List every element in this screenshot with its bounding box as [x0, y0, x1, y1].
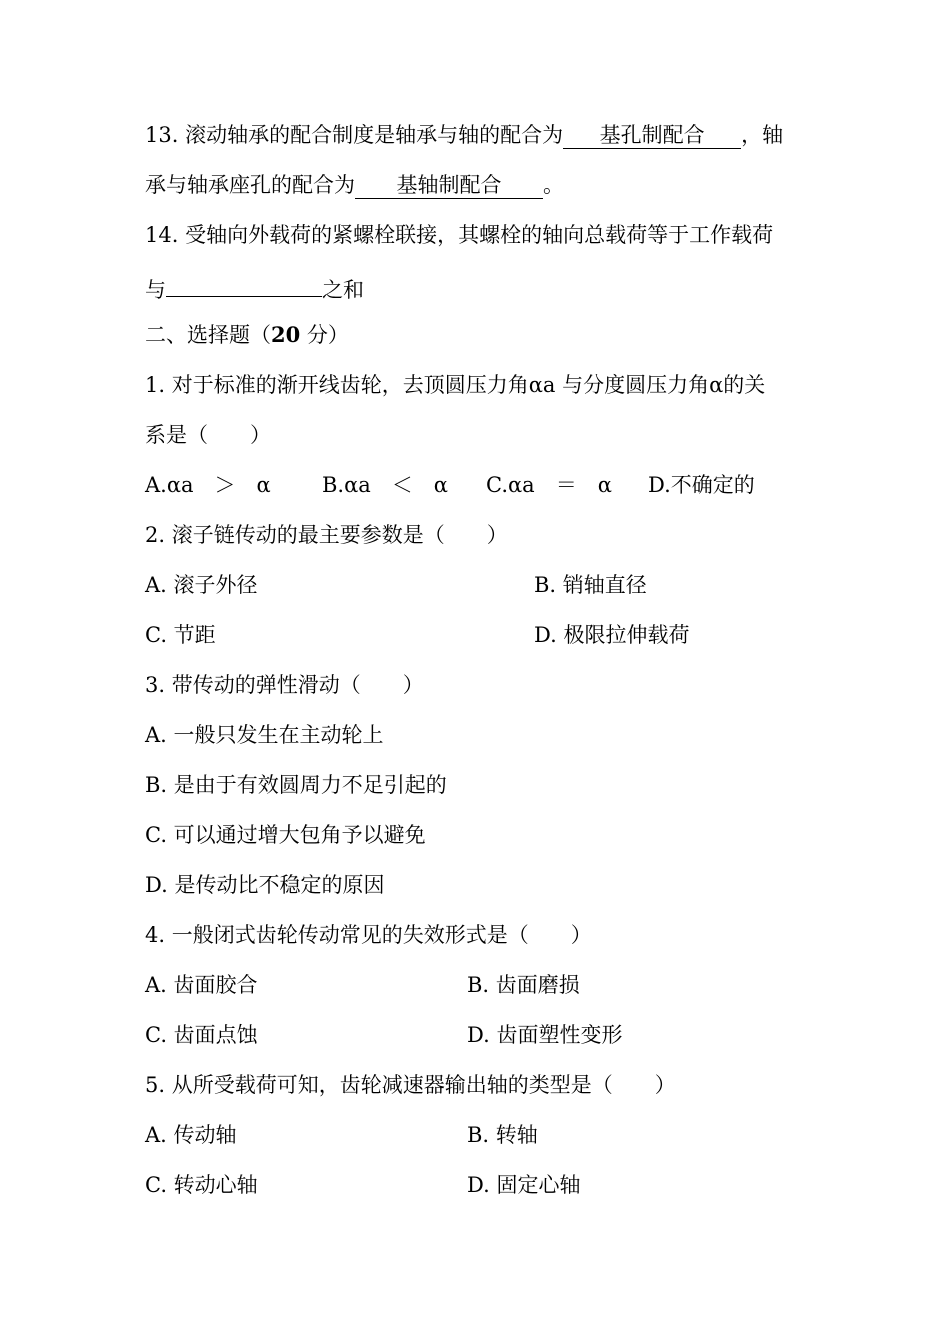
q14-line2-suffix: 之和	[322, 278, 364, 302]
q14-line1-text: 14. 受轴向外载荷的紧螺栓联接，其螺栓的轴向总载荷等于工作载荷	[145, 223, 774, 247]
c4-option-b: B. 齿面磨损	[467, 973, 580, 997]
q14-blank	[166, 270, 322, 297]
q13-line1	[145, 120, 783, 150]
c1-stem-line2: 系是（ ）	[145, 423, 271, 447]
c1-option-b: B.αa ＜ α	[322, 473, 448, 497]
c1-option-d: D.不确定的	[648, 473, 755, 497]
q13-line2	[145, 170, 564, 200]
c2-option-b: B. 销轴直径	[534, 573, 647, 597]
c2-stem: 2. 滚子链传动的最主要参数是（ ）	[145, 523, 508, 547]
c4-option-a: A. 齿面胶合	[145, 973, 258, 997]
q13-blank2: 基轴制配合	[355, 172, 543, 199]
section2-title-suffix: 分）	[300, 323, 349, 347]
section2-title	[145, 320, 349, 350]
c4-stem: 4. 一般闭式齿轮传动常见的失效形式是（ ）	[145, 923, 592, 947]
c2-option-c: C. 节距	[145, 623, 216, 647]
q13-line2-prefix: 承与轴承座孔的配合为	[145, 173, 355, 197]
c3-option-d: D. 是传动比不稳定的原因	[145, 873, 385, 897]
q14-line2-prefix: 与	[145, 278, 166, 302]
c3-option-a: A. 一般只发生在主动轮上	[145, 723, 384, 747]
c2-option-d: D. 极限拉伸载荷	[534, 623, 690, 647]
q13-line2-suffix: 。	[543, 173, 564, 197]
c4-option-c: C. 齿面点蚀	[145, 1023, 258, 1047]
q13-line1-prefix: 13. 滚动轴承的配合制度是轴承与轴的配合为	[145, 123, 564, 147]
c1-stem-line1: 1. 对于标准的渐开线齿轮，去顶圆压力角αa 与分度圆压力角α的关	[145, 373, 766, 397]
q13-blank1: 基孔制配合	[563, 122, 741, 149]
c1-option-a: A.αa ＞ α	[145, 473, 271, 497]
c5-stem: 5. 从所受载荷可知，齿轮减速器输出轴的类型是（ ）	[145, 1073, 676, 1097]
q14-line1	[145, 220, 773, 250]
c2-option-a: A. 滚子外径	[145, 573, 258, 597]
c3-option-b: B. 是由于有效圆周力不足引起的	[145, 773, 447, 797]
c3-option-c: C. 可以通过增大包角予以避免	[145, 823, 426, 847]
c5-option-b: B. 转轴	[467, 1123, 538, 1147]
c5-option-d: D. 固定心轴	[467, 1173, 581, 1197]
c3-stem: 3. 带传动的弹性滑动（ ）	[145, 673, 424, 697]
c4-option-d: D. 齿面塑性变形	[467, 1023, 623, 1047]
c5-option-a: A. 传动轴	[145, 1123, 237, 1147]
c5-option-c: C. 转动心轴	[145, 1173, 258, 1197]
section2-title-prefix: 二、选择题（	[145, 323, 271, 347]
section2-score: 20	[271, 322, 301, 347]
c1-option-c: C.αa ＝ α	[486, 473, 612, 497]
q14-line2	[145, 270, 364, 300]
q13-line1-suffix: ，轴	[741, 123, 784, 147]
